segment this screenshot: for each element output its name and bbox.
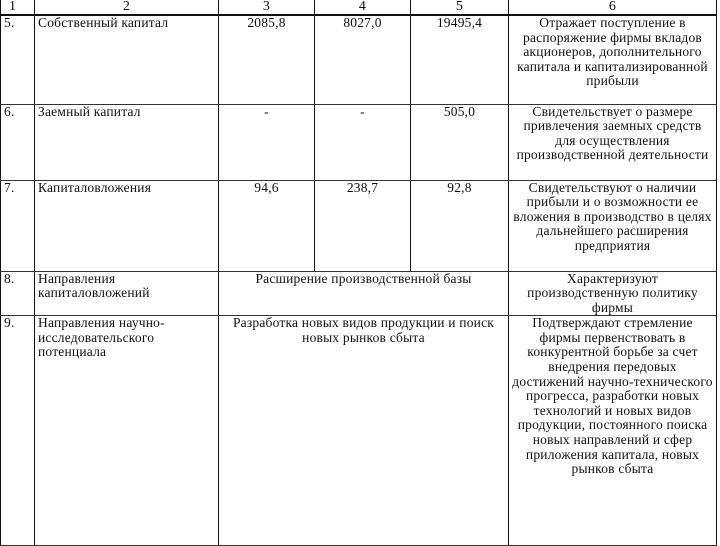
- row-number: 9.: [1, 316, 35, 546]
- merged-value: Расширение производственной базы: [219, 271, 509, 316]
- value-col-5: 19495,4: [411, 15, 509, 104]
- value-col-4: 238,7: [315, 180, 411, 271]
- header-col-2: 2: [35, 0, 219, 15]
- merged-value: Разработка новых видов продукции и поиск новых рынков сбыта: [219, 316, 509, 546]
- indicator-name: Направления научно-исследовательского потенциала: [35, 316, 219, 546]
- value-col-4: -: [315, 104, 411, 180]
- indicator-name: Заемный капитал: [35, 104, 219, 180]
- table-row: [1, 104, 717, 180]
- value-col-4: 8027,0: [315, 15, 411, 104]
- description: Свидетельствует о размере привлечения заемных средств для осуществления производственной деятельности: [509, 104, 717, 180]
- row-number: 7.: [1, 180, 35, 271]
- value-col-5: 505,0: [411, 104, 509, 180]
- indicator-name: Капиталовложения: [35, 180, 219, 271]
- header-col-5: 5: [411, 0, 509, 15]
- table-row: [1, 316, 717, 546]
- header-col-6: 6: [509, 0, 717, 15]
- description: Характеризуют производственную политику фирмы: [509, 271, 717, 316]
- header-col-1: 1: [1, 0, 35, 15]
- header-row: [1, 0, 717, 15]
- table-row: [1, 271, 717, 316]
- indicator-name: Направления капиталовложений: [35, 271, 219, 316]
- description: Свидетельствуют о наличии прибыли и о возможности ее вложения в производство в целях дальнейшего расширения предприятия: [509, 180, 717, 271]
- table-row: [1, 15, 717, 104]
- header-col-4: 4: [315, 0, 411, 15]
- table-row: [1, 180, 717, 271]
- row-number: 8.: [1, 271, 35, 316]
- value-col-3: 94,6: [219, 180, 315, 271]
- value-col-3: 2085,8: [219, 15, 315, 104]
- value-col-5: 92,8: [411, 180, 509, 271]
- value-col-3: -: [219, 104, 315, 180]
- row-number: 5.: [1, 15, 35, 104]
- header-col-3: 3: [219, 0, 315, 15]
- description: Подтверждают стремление фирмы первенствовать в конкурентной борьбе за счет внедрения передовых достижений научно-технического прогресса, разработки новых технологий и новых видов продукции, постоянного поиска новых направлений и сфер приложения капитала, новых рынков сбыта: [509, 316, 717, 546]
- row-number: 6.: [1, 104, 35, 180]
- description: Отражает поступление в распоряжение фирмы вкладов акционеров, дополнительного капитала и капитализированной прибыли: [509, 15, 717, 104]
- indicator-name: Собственный капитал: [35, 15, 219, 104]
